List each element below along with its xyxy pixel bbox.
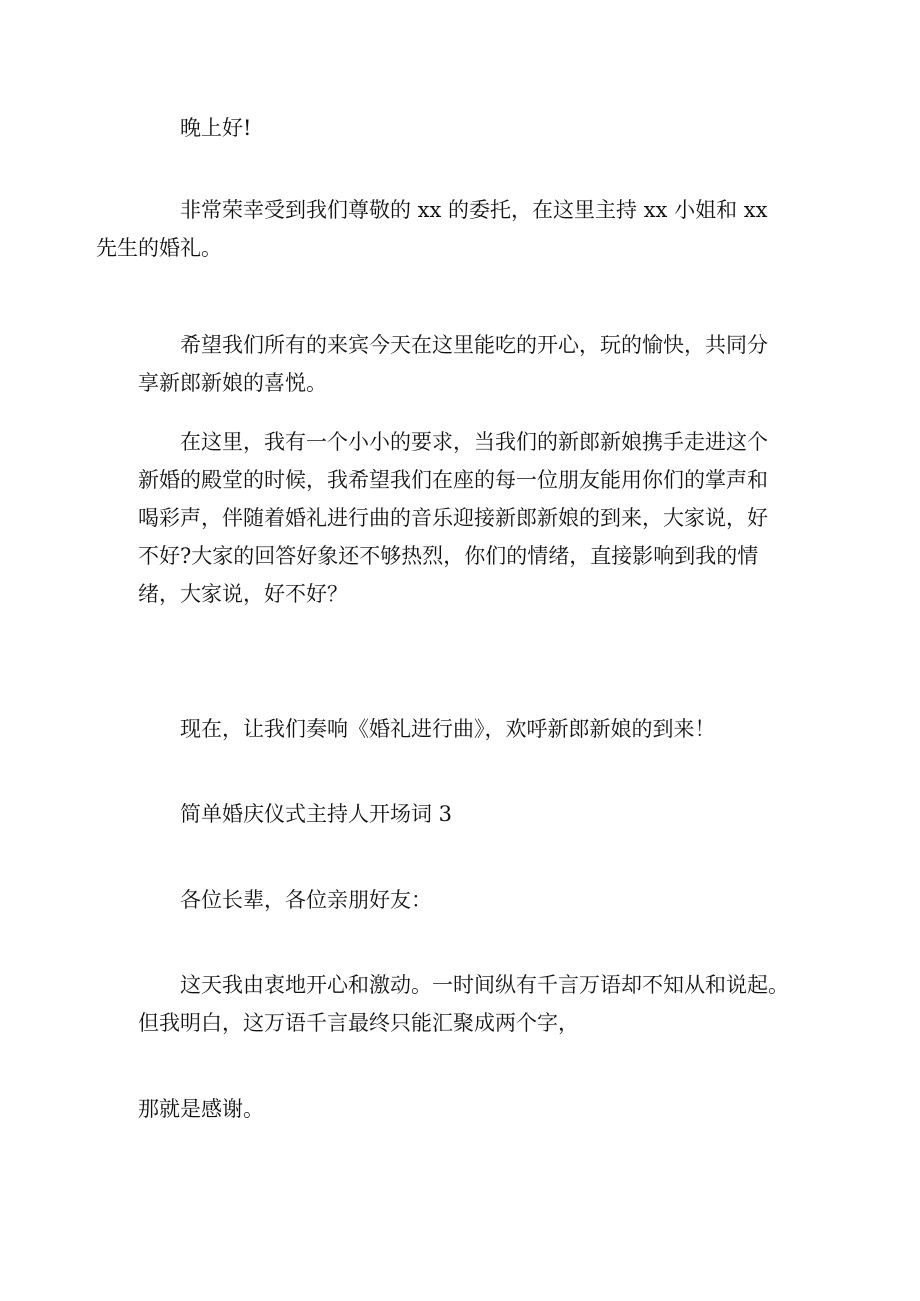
text-line: 现在，让我们奏响《婚礼进行曲》，欢呼新郎新娘的到来！ (180, 717, 716, 741)
text-line: 非常荣幸受到我们尊敬的 xx 的委托，在这里主持 xx 小姐和 xx (180, 198, 768, 222)
march-paragraph (138, 710, 810, 748)
wish-paragraph (138, 326, 810, 402)
text-line: 简单婚庆仪式主持人开场词 3 (180, 802, 453, 826)
text-line: 那就是感谢。 (138, 1097, 264, 1121)
text-line: 这天我由衷地开心和激动。一时间纵有千言万语却不知从和说起。 (180, 973, 789, 997)
text-line: 但我明白，这万语千言最终只能汇聚成两个字， (138, 1011, 579, 1035)
text-line: 绪，大家说，好不好？ (138, 582, 348, 606)
text-line: 新婚的殿堂的时候，我希望我们在座的每一位朋友能用你们的掌声和 (138, 468, 768, 492)
text-line: 不好?大家的回答好象还不够热烈，你们的情绪，直接影响到我的情 (138, 544, 759, 568)
thanks-paragraph (138, 1090, 810, 1128)
request-paragraph (138, 423, 810, 613)
text-line: 各位长辈，各位亲朋好友： (180, 888, 432, 912)
salutation-paragraph (138, 881, 810, 919)
emotion-paragraph (138, 966, 810, 1042)
text-line: 晚上好! (180, 116, 252, 140)
greeting-paragraph (138, 109, 810, 147)
text-line: 在这里，我有一个小小的要求，当我们的新郎新娘携手走进这个 (180, 430, 768, 454)
section-title (138, 795, 810, 833)
commission-paragraph (96, 191, 810, 267)
text-line: 希望我们所有的来宾今天在这里能吃的开心，玩的愉快，共同分 (180, 333, 768, 357)
text-line: 喝彩声，伴随着婚礼进行曲的音乐迎接新郎新娘的到来，大家说，好 (138, 506, 768, 530)
text-line: 享新郎新娘的喜悦。 (138, 371, 327, 395)
text-line: 先生的婚礼。 (96, 236, 222, 260)
